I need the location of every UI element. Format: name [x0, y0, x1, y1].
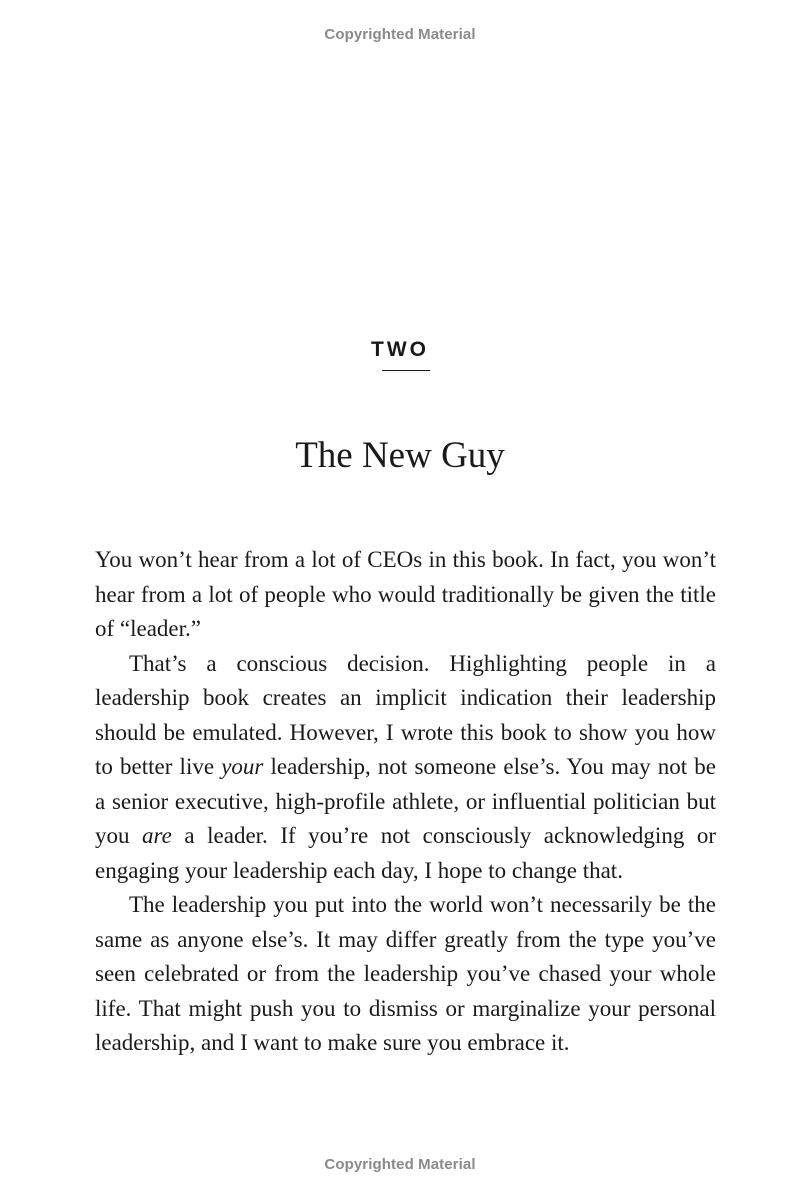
paragraph-2-part-1: That’s a conscious decision. Highlighting people in a leadership book creates an implicit indication their leadership should be emulated. However, I wrote this book to show you how to better live — [95, 650, 716, 779]
chapter-divider — [382, 370, 430, 371]
copyright-watermark-bottom: Copyrighted Material — [324, 1156, 476, 1173]
chapter-number: TWO — [371, 338, 429, 361]
paragraph-1: You won’t hear from a lot of CEOs in this book. In fact, you won’t hear from a lot of people who would traditionally be given the title of “leader.” — [95, 547, 716, 641]
paragraph-2-part-2: leadership, not someone else’s. You may not be a senior executive, high-profile athlete, or influential politician but you — [95, 754, 716, 848]
paragraph-3: The leadership you put into the world won’t necessarily be the same as anyone else’s. It may differ greatly from the type you’ve seen celebrated or from the leadership you’ve chased your whole life. That might push you to dismiss or marginalize your personal leadership, and I want to make sure you embrace it. — [95, 892, 716, 1055]
emphasis-are: are — [142, 823, 172, 848]
body-text — [95, 543, 716, 1061]
paragraph-2-part-3: a leader. If you’re not consciously acknowledging or engaging your leadership each day, I hope to change that. — [95, 823, 717, 883]
chapter-title: The New Guy — [295, 435, 505, 476]
copyright-watermark-top: Copyrighted Material — [324, 26, 476, 43]
emphasis-your: your — [221, 754, 264, 779]
paragraph-2 — [95, 647, 716, 889]
